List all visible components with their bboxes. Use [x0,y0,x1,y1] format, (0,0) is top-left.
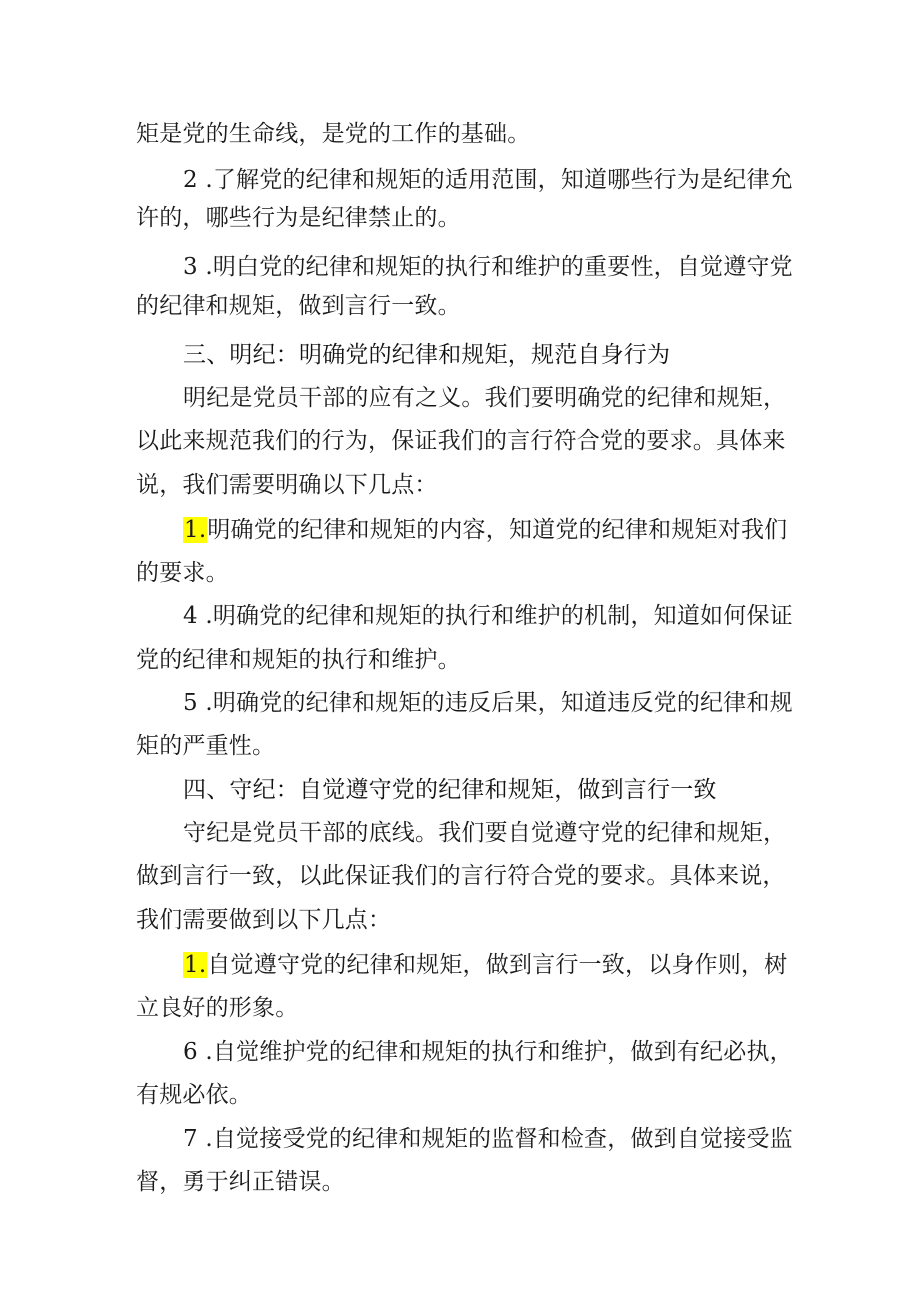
section-heading-3: 三、明纪：明确党的纪律和规矩，规范自身行为 [183,342,671,368]
paragraph-line: 矩是党的生命线，是党的工作的基础。 [136,121,531,147]
paragraph-line: 我们需要做到以下几点： [136,907,392,933]
list-item-3-line-1: 3 .明白党的纪律和规矩的执行和维护的重要性，自觉遵守党 [183,254,793,280]
list-item-6-line-2: 有规必依。 [136,1082,252,1108]
paragraph-line: 做到言行一致，以此保证我们的言行符合党的要求。具体来说， [136,863,786,889]
list-item-3-line-2: 的纪律和规矩，做到言行一致。 [136,293,461,319]
paragraph-line: 说，我们需要明确以下几点： [136,472,438,498]
list-item-text: 自觉遵守党的纪律和规矩，做到言行一致，以身作则，树 [207,952,788,978]
list-item-1-line-2: 的要求。 [136,560,229,586]
list-item-2-line-2: 许的，哪些行为是纪律禁止的。 [136,205,461,231]
list-item-4-line-2: 党的纪律和规矩的执行和维护。 [136,647,461,673]
paragraph-line: 守纪是党员干部的底线。我们要自觉遵守党的纪律和规矩， [183,820,787,846]
list-item-5-line-1: 5 .明确党的纪律和规矩的违反后果，知道违反党的纪律和规 [183,690,793,716]
list-item-6-line-1: 6 .自觉维护党的纪律和规矩的执行和维护，做到有纪必执， [183,1039,793,1065]
list-item-text: 明确党的纪律和规矩的内容，知道党的纪律和规矩对我们 [207,517,788,543]
list-item-7-line-2: 督，勇于纠正错误。 [136,1169,345,1195]
list-item-5-line-2: 矩的严重性。 [136,733,276,759]
list-item-4-line-1: 4 .明确党的纪律和规矩的执行和维护的机制，知道如何保证 [183,603,793,629]
paragraph-line: 以此来规范我们的行为，保证我们的言行符合党的要求。具体来 [136,428,786,454]
list-item-1-line-1 [183,515,787,545]
highlighted-number: 1. [184,952,207,978]
list-item-1b-line-1 [183,950,787,980]
paragraph-line: 明纪是党员干部的应有之义。我们要明确党的纪律和规矩， [183,385,787,411]
list-item-7-line-1: 7 .自觉接受党的纪律和规矩的监督和检查，做到自觉接受监 [183,1126,793,1152]
section-heading-4: 四、守纪：自觉遵守党的纪律和规矩，做到言行一致 [183,777,717,803]
list-item-1b-line-2: 立良好的形象。 [136,995,299,1021]
highlighted-number: 1. [184,517,207,543]
list-item-2-line-1: 2 .了解党的纪律和规矩的适用范围，知道哪些行为是纪律允 [183,167,793,193]
